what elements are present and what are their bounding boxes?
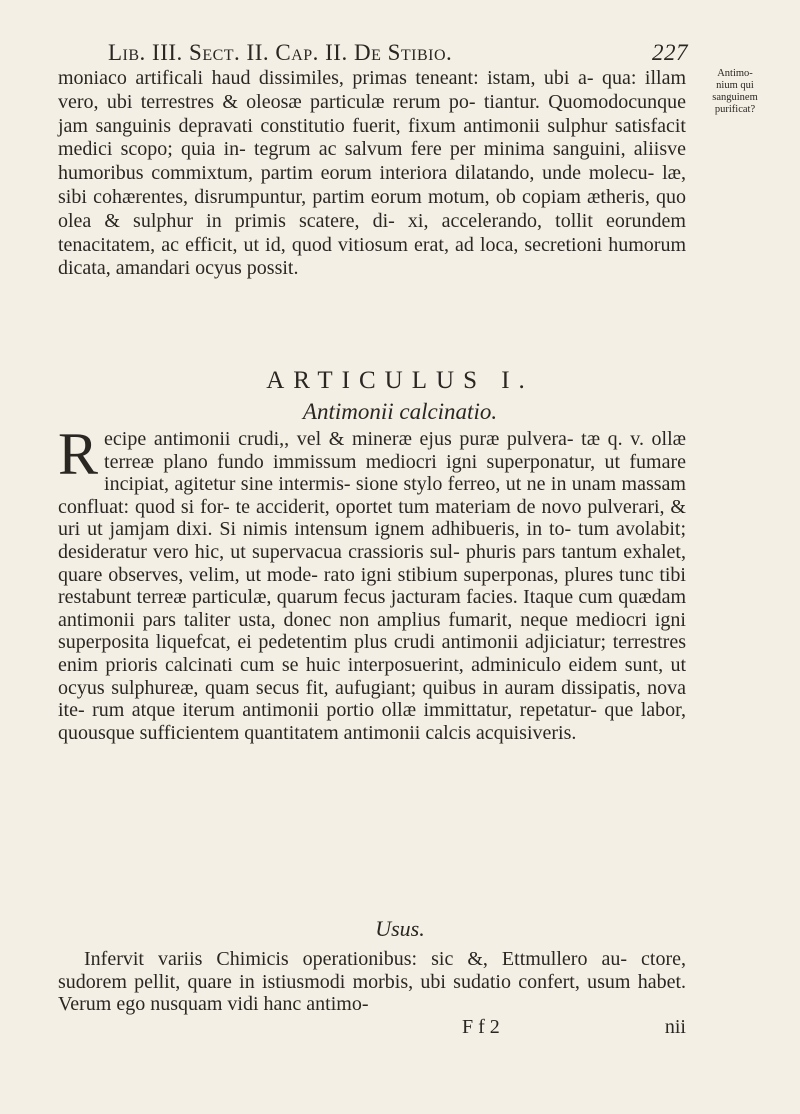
- drop-cap: R: [58, 421, 99, 487]
- recipe-paragraph: [58, 421, 686, 744]
- recipe-paragraph-text: ecipe antimonii crudi,, vel & mineræ ejus puræ pulvera- tæ q. v. ollæ terreæ plano fundo immissum mediocri igni superponatur, ut fumare incipiat, agitetur sine intermis- sione stylo ferreo, ut ne in unam massam confluat: quod si for- te acciderit, oportet tum materiam de novo pulverari, & uri ut jamjam dixi. Si nimis intensum ignem adhibueris, in to- tum avolabit; desideratur vero hic, ut supervacua crassioris sul- phuris pars tantum exhalet, quare observes, velim, ut mode- rato igni stibium superponas, plures tunc tibi restabunt terreæ particulæ, quarum fecus jacturam facies. Itaque cum quædam antimonii pars taliter usta, donec non amplius fumarit, neque mediocri igni superposita liquefcat, ei pedetentim plus crudi antimonii adjiciatur; terrestres enim prioris calcinati cum se huic interposuerint, adminiculo eidem sunt, ut ocyus sulphureæ, quam secus fit, aufugiant; quibus in auram dissipatis, nova ite- rum atque iterum antimonii portio ollæ immittatur, repetatur- que labor, quousque sufficientem quantitatem antimonii calcis acquisiveris.: [58, 428, 686, 744]
- running-head-title: Lib. III. Sect. II. Cap. II. De Stibio.: [108, 40, 453, 65]
- marginal-note-line: nium qui: [716, 80, 754, 91]
- usus-paragraph-text: Infervit variis Chimicis operationibus: sic &, Ettmullero au- ctore, sudorem pellit, quare in istiusmodi morbis, ubi sudatio confert, usum habet. Verum ego nusquam vidi hanc antimo-: [58, 948, 686, 1015]
- usus-paragraph: [58, 948, 686, 1016]
- article-subtitle: Antimonii calcinatio.: [302, 399, 498, 424]
- marginal-note-line: Antimo-: [717, 68, 753, 79]
- page-number: 227: [652, 40, 688, 65]
- marginal-note: [692, 68, 778, 116]
- marginal-note-line: purificat?: [714, 104, 756, 115]
- signature-mark: F f 2: [462, 1016, 500, 1038]
- page-footer: [58, 1016, 686, 1040]
- intro-paragraph: [58, 67, 686, 281]
- running-head: [108, 40, 688, 66]
- catchword: nii: [664, 1016, 686, 1038]
- article-heading: ARTICULUS I.: [266, 367, 534, 394]
- intro-paragraph-text: moniaco artificali haud dissimiles, primas teneant: istam, ubi a- qua: illam vero, ubi terrestres & oleosæ particulæ rerum po- tiantur. Quomodocunque jam sanguinis depravati constitutio fuerit, fixum antimonii sulphur satisfacit medici scopo; quia in- tegrum ac salvum fere per minima sanguini, aliisve humoribus commixtum, partim eorum interiora dilatando, unde molecu- læ, sibi cohærentes, disrumpuntur, partim eorum motum, ob copiam ætheris, quo olea & sulphur in primis scatere, di- xi, accelerando, tollit eorundem tenacitatem, ac efficit, ut id, quod vitiosum erat, ad loca, secretioni humorum dicata, amandari ocyus possit.: [58, 67, 686, 280]
- marginal-note-line: sanguinem: [712, 92, 758, 103]
- usus-heading: Usus.: [375, 916, 425, 941]
